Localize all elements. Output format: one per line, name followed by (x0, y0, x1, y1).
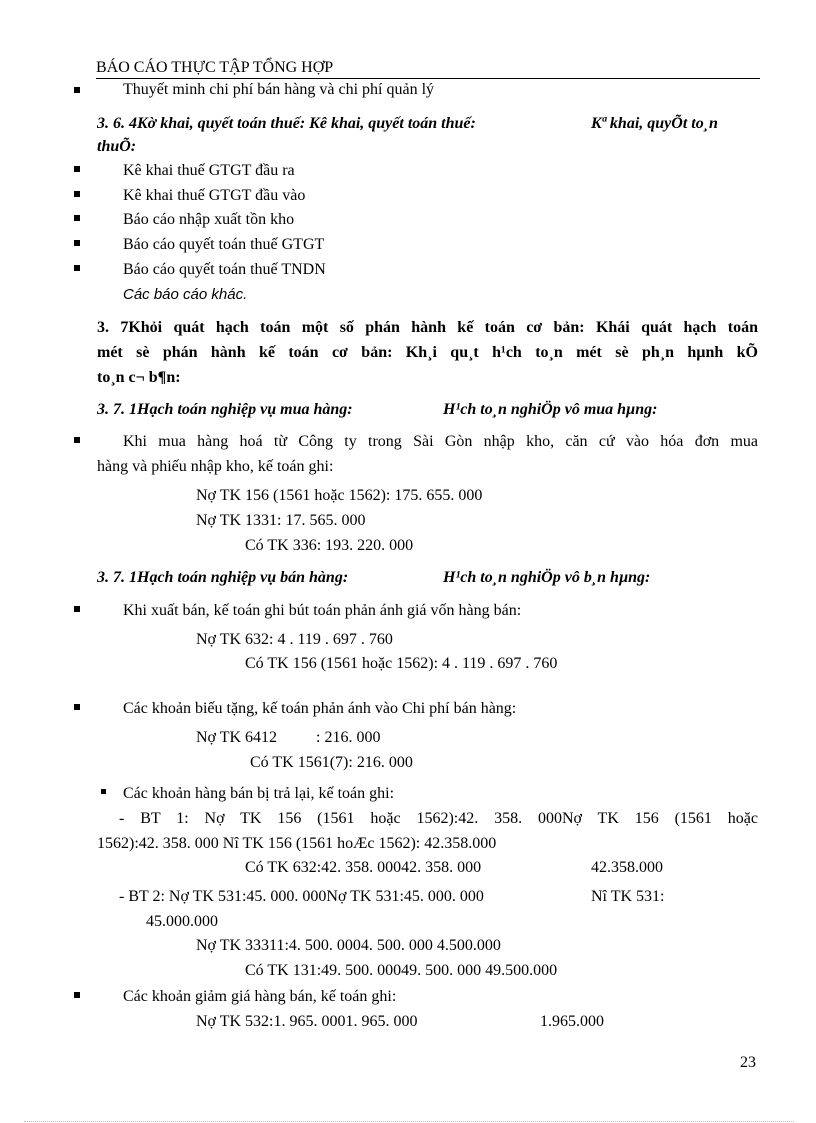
section-heading: 3. 7Khỏi quát hạch toán một số phán hành kế toán cơ bản: Khái quát hạch toán (97, 319, 758, 336)
journal-entry: Nî TK 531: (591, 888, 665, 905)
page-number: 23 (740, 1054, 756, 1071)
journal-entry: Nợ TK 632: 4 . 119 . 697 . 760 (196, 631, 393, 648)
bullet-marker (74, 240, 80, 246)
list-item: Thuyết minh chi phí bán hàng và chi phí quản lý (123, 81, 435, 98)
bullet-marker (74, 437, 80, 443)
list-item: Kê khai thuế GTGT đầu ra (123, 162, 295, 179)
paragraph-line: Khi xuất bán, kế toán ghi bút toán phản ánh giá vốn hàng bán: (123, 602, 522, 619)
bullet-marker (74, 191, 80, 197)
journal-entry: Có TK 131:49. 500. 00049. 500. 000 49.500.000 (245, 962, 558, 979)
bullet-marker (74, 87, 80, 93)
section-heading-cont: mét sè phán hành kế toán cơ bản: Kh¸i qu¸t h¹ch to¸n mét sè ph¸n hµnh kÕ (97, 344, 758, 361)
journal-entry: 42.358.000 (591, 859, 663, 876)
journal-entry: 1562):42. 358. 000 Nî TK 156 (1561 hoÆc 1562): 42.358.000 (97, 835, 497, 852)
paragraph-line: hàng và phiếu nhập kho, kế toán ghi: (97, 458, 334, 475)
journal-entry: Nợ TK 156 (1561 hoặc 1562): 175. 655. 000 (196, 487, 483, 504)
journal-entry: Nợ TK 1331: 17. 565. 000 (196, 512, 366, 529)
header-rule (96, 78, 760, 79)
list-item: Báo cáo quyết toán thuế TNDN (123, 261, 326, 278)
bullet-marker (74, 215, 80, 221)
journal-entry: Có TK 156 (1561 hoặc 1562): 4 . 119 . 697 . 760 (245, 655, 558, 672)
list-item-other: Các báo cáo khác. (123, 286, 248, 303)
section-heading-garbled: Kª khai, quyÕt to¸n (591, 115, 718, 132)
list-item: Báo cáo nhập xuất tồn kho (123, 211, 295, 228)
subsection-heading: 3. 7. 1Hạch toán nghiệp vụ mua hàng: (97, 401, 353, 418)
journal-entry: Có TK 336: 193. 220. 000 (245, 537, 414, 554)
paragraph-line: Các khoản hàng bán bị trả lại, kế toán ghi: (123, 785, 395, 802)
bullet-marker (74, 166, 80, 172)
journal-entry: Nợ TK 6412 (196, 729, 278, 746)
paragraph-line: Khi mua hàng hoá từ Công ty trong Sài Gòn nhập kho, căn cứ vào hóa đơn mua (123, 433, 758, 450)
bullet-marker (74, 606, 80, 612)
footer-rule (24, 1121, 794, 1122)
bullet-marker (74, 265, 80, 271)
paragraph-line: Các khoản biếu tặng, kế toán phản ánh vào Chi phí bán hàng: (123, 700, 517, 717)
journal-entry: Có TK 1561(7): 216. 000 (250, 754, 413, 771)
journal-entry: 45.000.000 (146, 913, 218, 930)
journal-entry: 1.965.000 (540, 1013, 604, 1030)
journal-entry: Nợ TK 33311:4. 500. 0004. 500. 000 4.500.000 (196, 937, 501, 954)
journal-entry: - BT 1: Nợ TK 156 (1561 hoặc 1562):42. 358. 000Nợ TK 156 (1561 hoặc (119, 810, 758, 827)
subsection-heading-garbled: H¹ch to¸n nghiÖp vô mua hµng: (443, 401, 658, 418)
subsection-heading: 3. 7. 1Hạch toán nghiệp vụ bán hàng: (97, 569, 349, 586)
journal-entry: Nợ TK 532:1. 965. 0001. 965. 000 (196, 1013, 418, 1030)
journal-entry: : 216. 000 (316, 729, 381, 746)
list-item: Kê khai thuế GTGT đầu vào (123, 187, 306, 204)
journal-entry: - BT 2: Nợ TK 531:45. 000. 000Nợ TK 531:45. 000. 000 (119, 888, 484, 905)
bullet-marker (74, 992, 80, 998)
subsection-heading-garbled: H¹ch to¸n nghiÖp vô b¸n hµng: (443, 569, 651, 586)
page-header-title: BÁO CÁO THỰC TẬP TỔNG HỢP (96, 59, 334, 76)
bullet-marker (101, 789, 106, 794)
journal-entry: Có TK 632:42. 358. 00042. 358. 000 (245, 859, 482, 876)
list-item: Báo cáo quyết toán thuế GTGT (123, 236, 325, 253)
section-heading-cont: to¸n c¬ b¶n: (97, 369, 181, 386)
section-heading: 3. 6. 4Kờ khai, quyết toán thuế: Kê khai, quyết toán thuế: (97, 115, 476, 132)
paragraph-line: Các khoản giảm giá hàng bán, kế toán ghi: (123, 988, 397, 1005)
section-heading-cont: thuÕ: (97, 138, 137, 155)
bullet-marker (74, 704, 80, 710)
